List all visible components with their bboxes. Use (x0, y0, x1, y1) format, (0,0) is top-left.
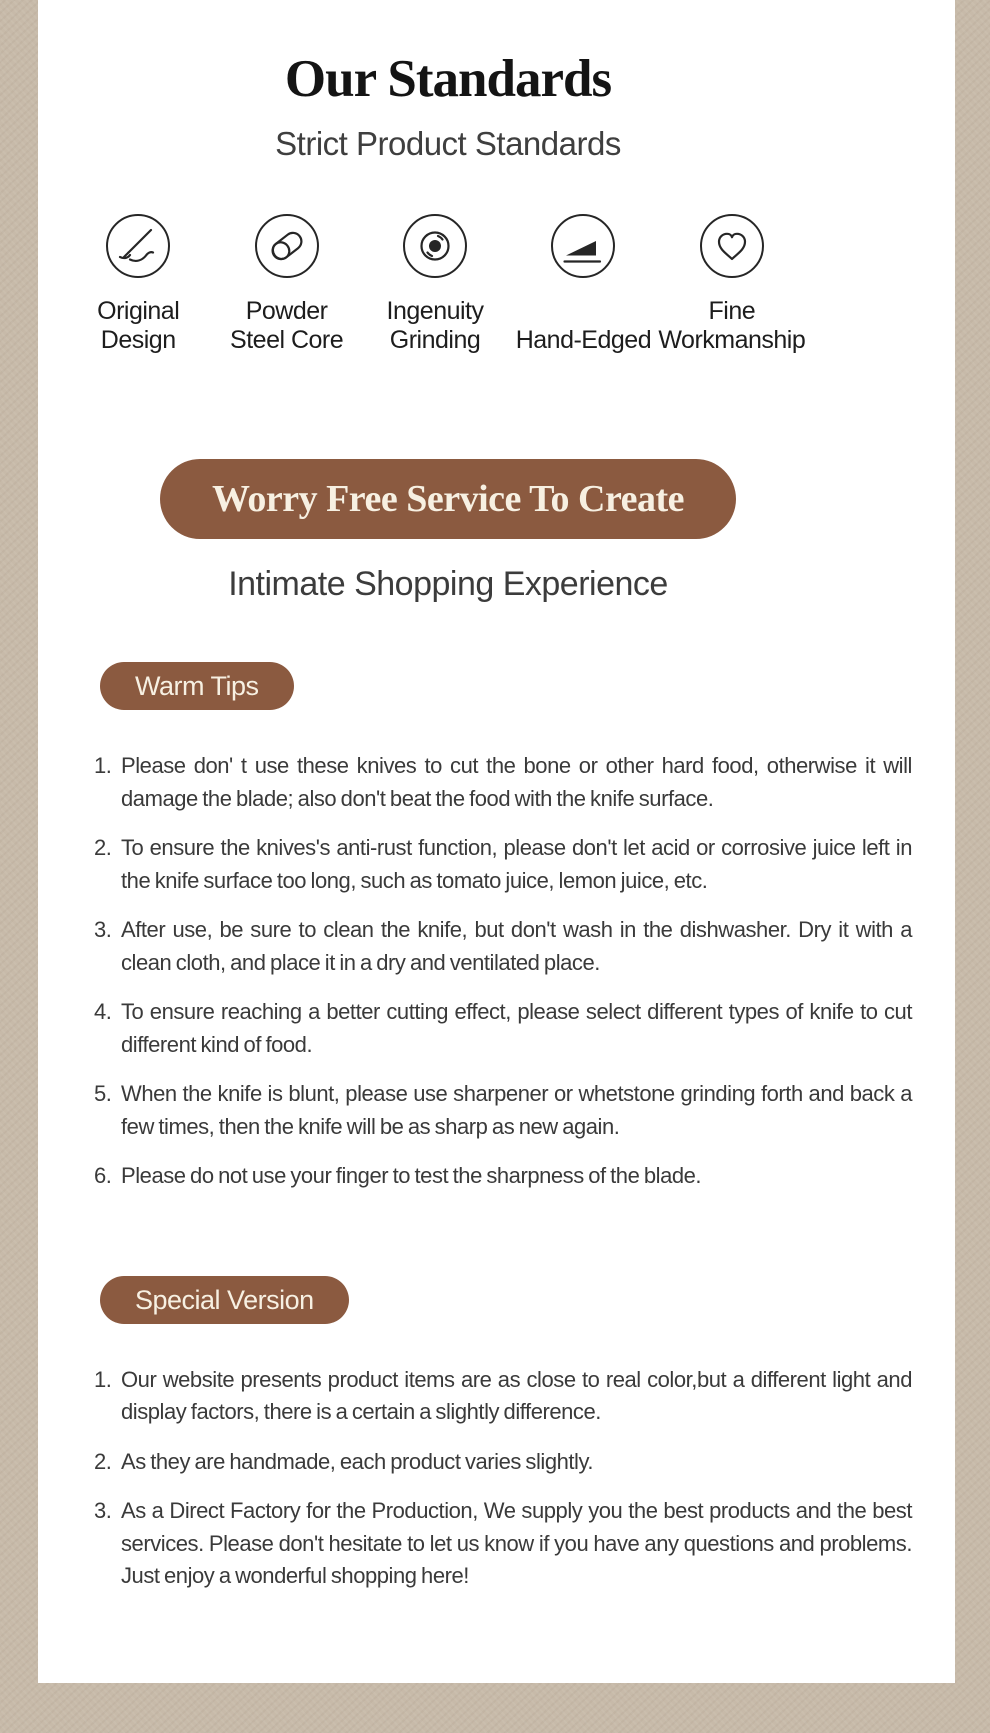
note-text: As they are handmade, each product varies slightly. (121, 1448, 594, 1474)
tip-item (94, 832, 912, 897)
note-item (94, 1495, 912, 1593)
banner-subtitle: Intimate Shopping Experience (228, 565, 668, 604)
feature-label-line: Design (100, 326, 176, 355)
service-banner: Worry Free Service To Create (160, 459, 736, 539)
tip-text: Please do not use your finger to test the sharpness of the blade. (121, 1163, 702, 1189)
note-number: 2. (94, 1448, 112, 1474)
tip-number: 6. (94, 1163, 112, 1189)
tip-text: To ensure the knives's anti-rust function, please don't let acid or corrosive juice left in the knife surface too long, such as tomato juice, lemon juice, etc. (121, 835, 912, 893)
note-number: 1. (94, 1366, 112, 1392)
content-card (38, 0, 955, 1683)
feature-powder-steel-core (212, 213, 360, 355)
note-number: 3. (94, 1498, 112, 1524)
tip-text: When the knife is blunt, please use sharpener or whetstone grinding forth and back a few times, then the knife will be as sharp as new again. (121, 1081, 912, 1139)
special-version-list (94, 1364, 912, 1593)
feature-ingenuity-grinding (361, 213, 509, 355)
page-subtitle: Strict Product Standards (275, 125, 621, 163)
tip-item (94, 914, 912, 979)
feature-label-line: Powder (245, 297, 328, 326)
feature-label-line: Steel Core (230, 326, 344, 355)
note-text: Our website presents product items are as close to real color,but a different light and display factors, there is a certain a slightly difference. (121, 1366, 912, 1425)
warm-tips-list (94, 750, 912, 1193)
feature-fine-workmanship (658, 213, 806, 355)
feature-label-line (516, 297, 651, 326)
feature-original-design (64, 213, 212, 355)
tip-item (94, 750, 912, 815)
features-row (64, 213, 806, 355)
note-item (94, 1364, 912, 1429)
feature-label-line: Workmanship (658, 326, 806, 355)
feature-label-line: Original (97, 297, 180, 326)
tip-number: 2. (94, 835, 112, 861)
feature-label-line: Fine (708, 297, 756, 326)
tip-text: To ensure reaching a better cutting effect, please select different types of knife to cut different kind of food. (121, 999, 912, 1057)
note-item (94, 1446, 912, 1479)
feature-label-line: Hand-Edged (515, 326, 652, 355)
section-badge-special-version: Special Version (100, 1276, 349, 1324)
tip-item (94, 1078, 912, 1143)
pen-writing-icon (105, 213, 171, 279)
steel-cylinder-icon (254, 213, 320, 279)
blade-edge-icon (550, 213, 616, 279)
feature-hand-edged (509, 213, 657, 355)
page-title: Our Standards (284, 50, 612, 108)
tip-text: Please don' t use these knives to cut the bone or other hard food, otherwise it will damage the blade; also don't beat the food with the knife surface. (121, 753, 912, 811)
grinding-wheel-icon (402, 213, 468, 279)
section-badge-warm-tips: Warm Tips (100, 662, 294, 710)
note-text: As a Direct Factory for the Production, We supply you the best products and the best services. Please don't hesitate to let us know if you have any questions and problems. Just enjoy a wonderful shopping here! (121, 1498, 912, 1589)
tip-number: 3. (94, 917, 112, 943)
tip-item (94, 996, 912, 1061)
tip-item (94, 1160, 912, 1193)
tip-number: 4. (94, 999, 112, 1025)
feature-label-line: Ingenuity (386, 297, 484, 326)
heart-icon (699, 213, 765, 279)
tip-number: 1. (94, 753, 112, 779)
feature-label-line: Grinding (389, 326, 481, 355)
tip-text: After use, be sure to clean the knife, but don't wash in the dishwasher. Dry it with a clean cloth, and place it in a dry and ventilated place. (121, 917, 912, 975)
tip-number: 5. (94, 1081, 112, 1107)
